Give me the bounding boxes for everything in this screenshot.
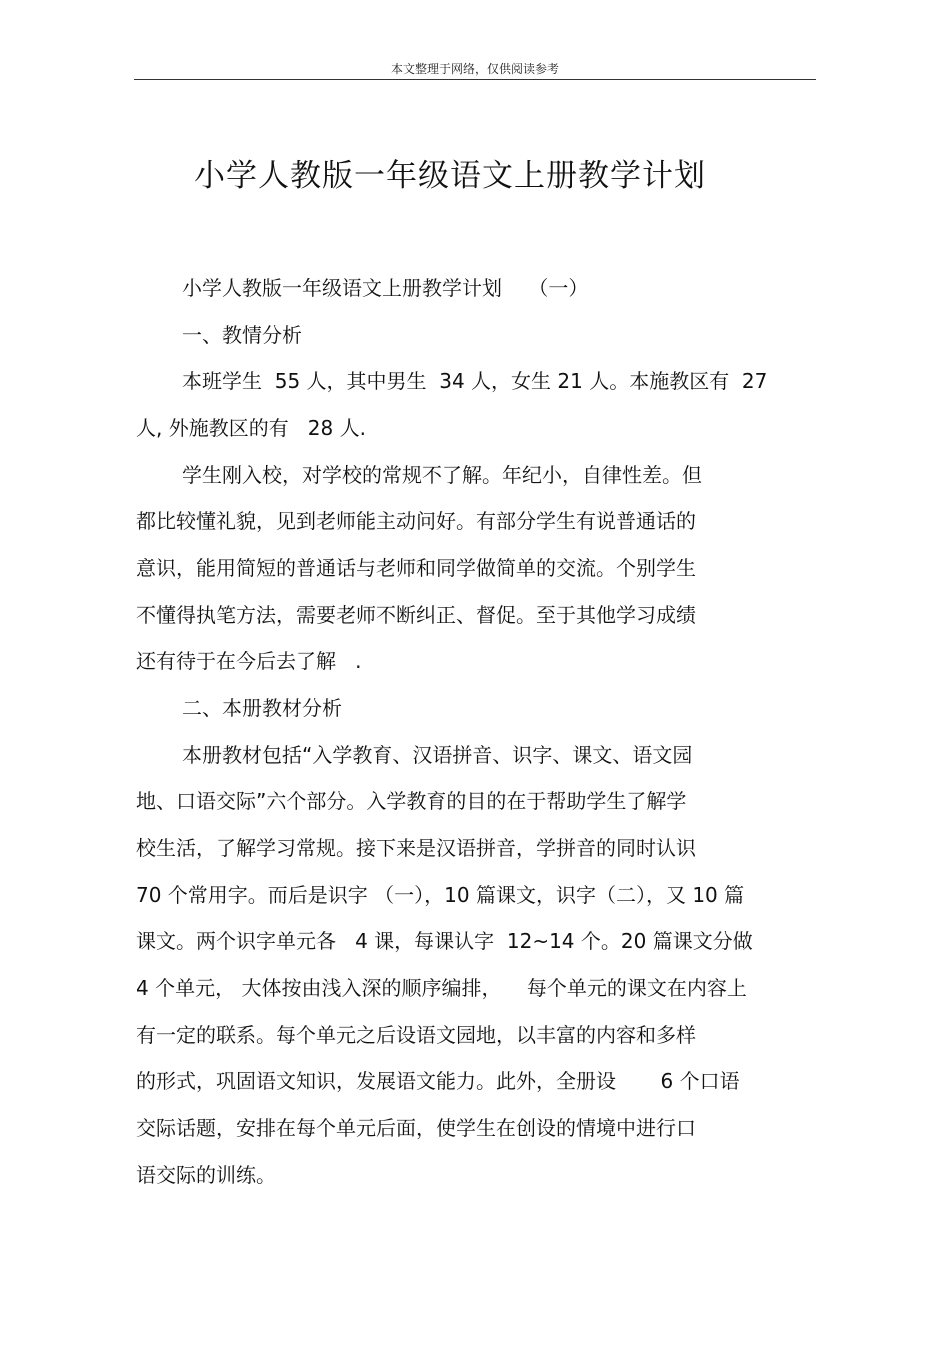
paragraph-line: 还有待于在今后去了解 .: [136, 649, 362, 673]
paragraph-line: 课文。两个识字单元各 4 课，每课认字 12~14 个。20 篇课文分做: [136, 929, 753, 953]
paragraph-line: 地、口语交际”六个部分。入学教育的目的在于帮助学生了解学: [136, 789, 687, 813]
paragraph-line: 4 个单元， 大体按由浅入深的顺序编排， 每个单元的课文在内容上: [136, 976, 747, 1000]
paragraph-line: 语交际的训练。: [136, 1163, 276, 1187]
paragraph-line: 的形式，巩固语文知识，发展语文能力。此外，全册设 6 个口语: [136, 1069, 740, 1093]
paragraph-line: 学生刚入校，对学校的常规不了解。年纪小，自律性差。但: [182, 463, 702, 487]
header-note: 本文整理于网络，仅供阅读参考: [390, 62, 559, 76]
section-subtitle: 小学人教版一年级语文上册教学计划 （一）: [182, 276, 589, 300]
paragraph-line: 本班学生 55 人，其中男生 34 人，女生 21 人。本施教区有 27: [182, 369, 768, 393]
paragraph-line: 校生活，了解学习常规。接下来是汉语拼音，学拼音的同时认识: [136, 836, 696, 860]
heading-textbook-analysis: 二、本册教材分析: [182, 696, 342, 720]
document-title: 小学人教版一年级语文上册教学计划: [194, 158, 706, 194]
paragraph-line: 70 个常用字。而后是识字 （一），10 篇课文，识字（二），又 10 篇: [136, 883, 745, 907]
paragraph-line: 交际话题，安排在每个单元后面，使学生在创设的情境中进行口: [136, 1116, 696, 1140]
header-rule: [134, 79, 816, 80]
paragraph-line: 有一定的联系。每个单元之后设语文园地，以丰富的内容和多样: [136, 1023, 696, 1047]
heading-teaching-analysis: 一、教情分析: [182, 323, 302, 347]
paragraph-line: 意识，能用简短的普通话与老师和同学做简单的交流。个别学生: [136, 556, 696, 580]
paragraph-line: 人, 外施教区的有 28 人.: [136, 416, 366, 440]
paragraph-line: 不懂得执笔方法，需要老师不断纠正、督促。至于其他学习成绩: [136, 603, 696, 627]
paragraph-line: 本册教材包括“入学教育、汉语拼音、识字、课文、语文园: [182, 743, 693, 767]
paragraph-line: 都比较懂礼貌，见到老师能主动问好。有部分学生有说普通话的: [136, 509, 696, 533]
